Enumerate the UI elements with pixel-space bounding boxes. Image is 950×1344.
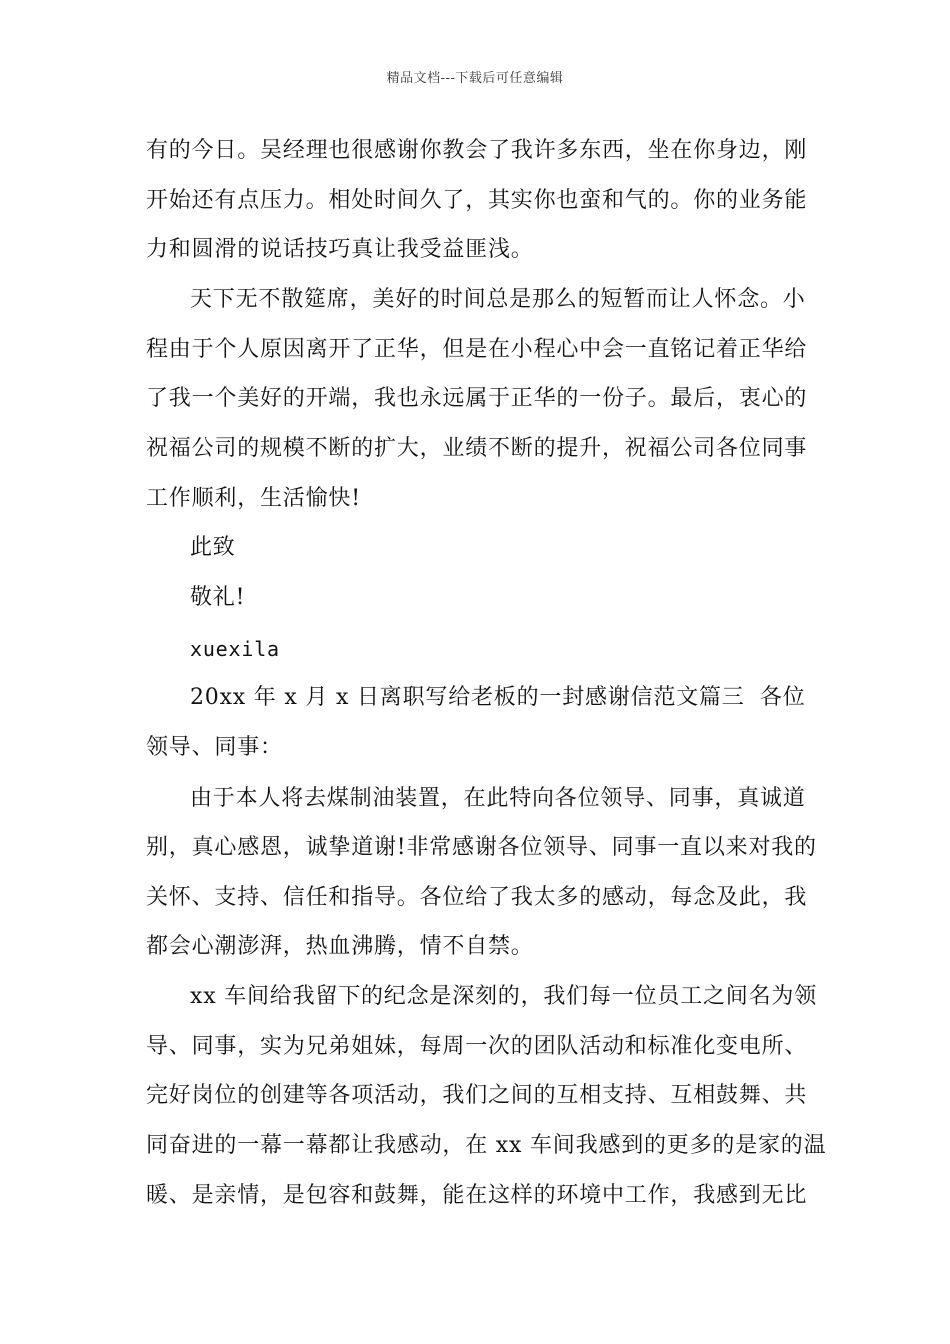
- text-line: 有的今日。吴经理也很感谢你教会了我许多东西，坐在你身边，刚: [146, 138, 808, 163]
- section-title: 20xx 年 x 月 x 日离职写给老板的一封感谢信范文篇三: [190, 685, 745, 710]
- text-line: 了我一个美好的开端，我也永远属于正华的一份子。最后，衷心的: [146, 386, 808, 411]
- text-line: 程由于个人原因离开了正华，但是在小程心中会一直铭记着正华给: [146, 337, 808, 362]
- text-line: 关怀、支持、信任和指导。各位给了我太多的感动，每念及此，我: [146, 885, 808, 910]
- text-line: 导、同事，实为兄弟姐妹，每周一次的团队活动和标准化变电所、: [146, 1034, 808, 1059]
- text-line: 开始还有点压力。相处时间久了，其实你也蛮和气的。你的业务能: [146, 188, 808, 213]
- closing-line: 敬礼!: [190, 585, 246, 610]
- text-line: 暖、是亲情，是包容和鼓舞，能在这样的环境中工作，我感到无比: [146, 1183, 808, 1208]
- text-line: 由于本人将去煤制油装置，在此特向各位领导、同事，真诚道: [190, 786, 806, 811]
- text-line: 都会心潮澎湃，热血沸腾，情不自禁。: [146, 934, 534, 959]
- text-line: 祝福公司的规模不断的扩大，业绩不断的提升，祝福公司各位同事: [146, 436, 808, 461]
- text-line: 同奋进的一幕一幕都让我感动，在 xx 车间我感到的更多的是家的温: [146, 1133, 827, 1158]
- salutation-end: 领导、同事：: [146, 735, 283, 760]
- text-line: 别，真心感恩，诚挚道谢!非常感谢各位领导、同事一直以来对我的: [146, 835, 817, 860]
- closing-line: 此致: [190, 535, 236, 560]
- signature-line: xuexila: [190, 637, 280, 661]
- text-line: xx 车间给我留下的纪念是深刻的，我们每一位员工之间名为领: [190, 984, 818, 1009]
- text-line: 工作顺利，生活愉快!: [146, 486, 361, 511]
- salutation-start: 各位: [760, 685, 806, 710]
- text-line: 力和圆滑的说话技巧真让我受益匪浅。: [146, 237, 534, 262]
- text-line: 天下无不散筵席，美好的时间总是那么的短暂而让人怀念。小: [190, 287, 806, 312]
- page-header: 精品文档---下载后可任意编辑: [386, 71, 564, 86]
- text-line: 完好岗位的创建等各项活动，我们之间的互相支持、互相鼓舞、共: [146, 1083, 808, 1108]
